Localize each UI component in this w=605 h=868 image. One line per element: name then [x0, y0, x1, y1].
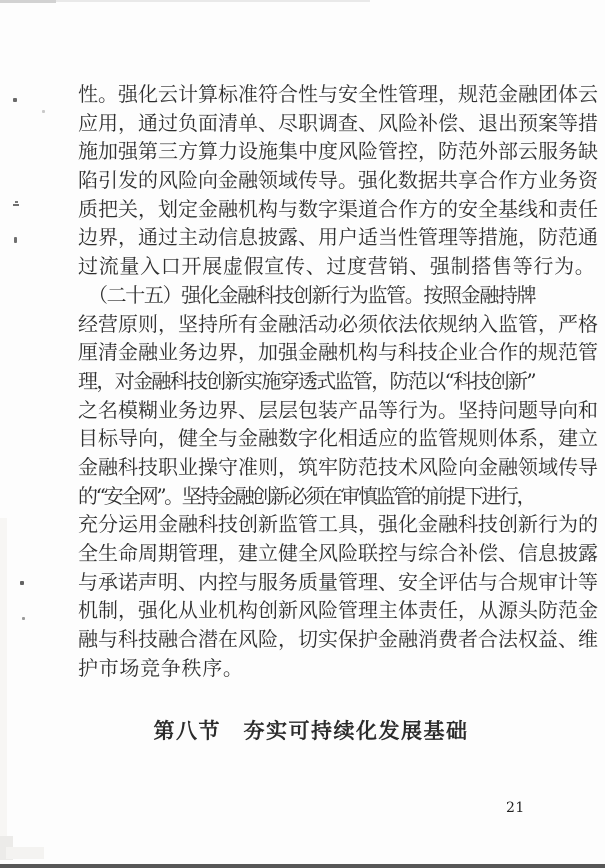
body-text-line: 理，对金融科技创新实施穿透式监管，防范以“科技创新”: [78, 368, 534, 393]
page-number: 21: [506, 800, 525, 816]
body-text-line: 之名模糊业务边界、层层包装产品等行为。坚持问题导向和: [78, 397, 598, 422]
body-text-line: 全生命周期管理，建立健全风险联控与综合补偿、信息披露: [78, 541, 598, 565]
body-text-line: 融与科技融合潜在风险，切实保护金融消费者合法权益、维: [78, 627, 598, 652]
scan-artifact-speck: [13, 204, 19, 206]
section-heading: 第八节 夯实可持续化发展基础: [153, 718, 469, 744]
body-text-line: 应用，通过负面清单、尽职调查、风险补偿、退出预案等措: [78, 110, 598, 135]
scan-artifact-top-left-bar: [0, 0, 56, 3]
scan-artifact-left-strip: [0, 518, 7, 858]
scan-artifact-speck: [20, 581, 24, 585]
scan-artifact-smudge: [6, 847, 44, 859]
body-text-line: 边界，通过主动信息披露、用户适当性管理等措施，防范通: [78, 225, 598, 250]
body-text-line: 与承诺声明、内控与服务质量管理、安全评估与合规审计等: [78, 569, 598, 594]
body-text-line: 金融科技职业操守准则，筑牢防范技术风险向金融领域传导: [78, 454, 598, 479]
body-text-line: 过流量入口开展虚假宣传、过度营销、强制搭售等行为。: [78, 254, 596, 279]
body-text-line: 厘清金融业务边界，加强金融机构与科技企业合作的规范管: [78, 340, 598, 365]
body-text-line: 护市场竞争秩序。: [78, 655, 244, 680]
body-text-line: 经营原则，坚持所有金融活动必须依法依规纳入监管，严格: [78, 311, 598, 336]
scan-artifact-speck: [42, 110, 45, 113]
scan-artifact-bottom-band: [0, 864, 605, 868]
scan-artifact-speck: [13, 98, 17, 102]
body-text-line: 陷引发的风险向金融领域传导。强化数据共享合作方业务资: [78, 168, 598, 193]
scan-artifact-speck: [14, 237, 17, 243]
body-text-line: 性。强化云计算标准符合性与安全性管理，规范金融团体云: [78, 82, 598, 106]
body-text-line: 质把关，划定金融机构与数字渠道合作方的安全基线和责任: [78, 196, 598, 221]
scan-artifact-speck: [22, 617, 25, 620]
body-text-line: 的“安全网”。坚持金融创新必须在审慎监管的前提下进行，: [78, 483, 534, 508]
body-text-line: 目标导向，健全与金融数字化相适应的监管规则体系，建立: [78, 426, 598, 451]
body-text-line: 充分运用金融科技创新监管工具，强化金融科技创新行为的: [78, 512, 598, 537]
scan-artifact-speck: [15, 201, 18, 203]
body-text: [78, 80, 598, 746]
body-text-line: 施加强第三方算力设施集中度风险管控，防范外部云服务缺: [78, 139, 598, 164]
body-text-line-paragraph-start: （二十五）强化金融科技创新行为监管。按照金融持牌: [88, 282, 534, 307]
body-text-line: 机制，强化从业机构创新风险管理主体责任，从源头防范金: [78, 598, 598, 623]
